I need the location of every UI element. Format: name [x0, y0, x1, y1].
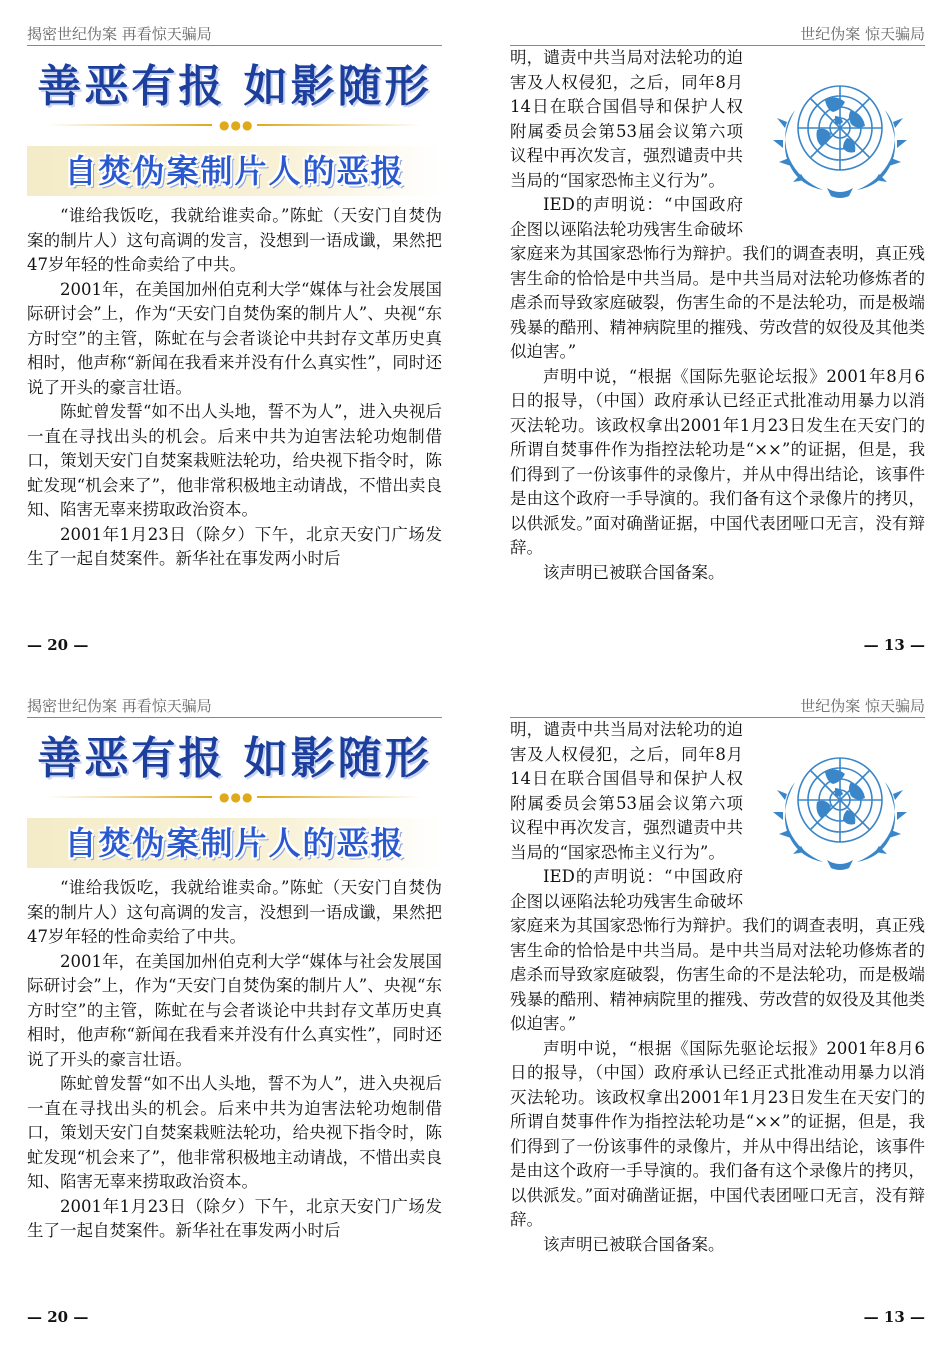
running-head-left: 揭密世纪伪案 再看惊天骗局 — [27, 696, 442, 718]
paragraph: “谁给我饭吃，我就给谁卖命。”陈虻（天安门自焚伪案的制片人）这句高调的发言，没想到一语成谶，果然把47岁年轻的性命卖给了中共。 — [27, 206, 442, 274]
ornament-line-right — [257, 124, 422, 126]
sub-title-banner — [27, 146, 442, 196]
left-body-text — [27, 204, 442, 624]
paragraph: 明，谴责中共当局对法轮功的迫害及人权侵犯，之后，同年8月14日在联合国倡导和保护人权附属委员会第53届会议第六项议程中再次发言，强烈谴责中共当局的“国家恐怖主义行为”。 — [510, 48, 743, 190]
paragraph: “谁给我饭吃，我就给谁卖命。”陈虻（天安门自焚伪案的制片人）这句高调的发言，没想到一语成谶，果然把47岁年轻的性命卖给了中共。 — [27, 878, 442, 946]
right-page — [510, 0, 925, 672]
main-title: 善恶有报 如影随形 — [37, 733, 432, 784]
paragraph: 该声明已被联合国备案。 — [543, 1234, 725, 1254]
right-page — [510, 672, 925, 1344]
spread-bottom — [0, 672, 950, 1344]
right-body-text — [510, 46, 925, 626]
sub-title-banner — [27, 818, 442, 868]
paragraph: 明，谴责中共当局对法轮功的迫害及人权侵犯，之后，同年8月14日在联合国倡导和保护人权附属委员会第53届会议第六项议程中再次发言，强烈谴责中共当局的“国家恐怖主义行为”。 — [510, 720, 743, 862]
paragraph: IED的声明说：“中国政府企图以诬陷法轮功残害生命破坏家庭来为其国家恐怖行为辩护。我们的调查表明，真正残害生命的恰恰是中共当局。是中共当局对法轮功修炼者的虐杀而导致家庭破裂，伤害生命的不是法轮功，而是极端残暴的酷刑、精神病院里的摧残、劳改营的奴役及其他类似迫害。” — [510, 867, 925, 1033]
ornament-line-right — [257, 796, 422, 798]
left-page — [27, 0, 442, 672]
page-number-left: — 20 — — [27, 1308, 89, 1326]
ornament-dots: ●●● — [219, 790, 254, 804]
page-number-left: — 20 — — [27, 636, 89, 654]
sub-title: 自焚伪案制片人的恶报 — [64, 152, 405, 190]
paragraph: 2001年1月23日（除夕）下午，北京天安门广场发生了一起自焚案件。新华社在事发两小时后 — [27, 1196, 442, 1240]
paragraph: 2001年，在美国加州伯克利大学“媒体与社会发展国际研讨会”上，作为“天安门自焚伪案的制片人”、央视“东方时空”的主管，陈虻在与会者谈论中共封存文革历史真相时，他声称“新闻在我看来并没有什么真实性”，同时还说了开头的豪言壮语。 — [27, 951, 442, 1069]
ornament-line-left — [47, 796, 212, 798]
paragraph: 2001年1月23日（除夕）下午，北京天安门广场发生了一起自焚案件。新华社在事发两小时后 — [27, 524, 442, 568]
running-head-right: 世纪伪案 惊天骗局 — [510, 24, 925, 46]
paragraph: 声明中说，“根据《国际先驱论坛报》2001年8月6日的报导，（中国）政府承认已经正式批准动用暴力以消灭法轮功。该政权拿出2001年1月23日发生在天安门的所谓自焚事件作为指控法轮功是“××”的证据，但是，我们得到了一份该事件的录像片，并从中得出结论，该事件是由这个政府一手导演的。我们备有这个录像片的拷贝，以供派发。”面对确凿证据，中国代表团哑口无言，没有辩辞。 — [510, 1038, 925, 1229]
left-page — [27, 672, 442, 1344]
ornament-divider — [47, 118, 422, 132]
running-head-left: 揭密世纪伪案 再看惊天骗局 — [27, 24, 442, 46]
ornament-line-left — [47, 124, 212, 126]
paragraph: IED的声明说：“中国政府企图以诬陷法轮功残害生命破坏家庭来为其国家恐怖行为辩护。我们的调查表明，真正残害生命的恰恰是中共当局。是中共当局对法轮功修炼者的虐杀而导致家庭破裂，伤害生命的不是法轮功，而是极端残暴的酷刑、精神病院里的摧残、劳改营的奴役及其他类似迫害。” — [510, 195, 925, 361]
ornament-dots: ●●● — [219, 118, 254, 132]
paragraph: 陈虻曾发誓“如不出人头地，誓不为人”，进入央视后一直在寻找出头的机会。后来中共为迫害法轮功炮制借口，策划天安门自焚案栽赃法轮功，给央视下指令时，陈虻发现“机会来了”，他非常积极地主动请战，不惜出卖良知、陷害无辜来捞取政治资本。 — [27, 402, 442, 519]
spread-top — [0, 0, 950, 672]
page-number-right: — 13 — — [863, 1308, 925, 1326]
running-head-right: 世纪伪案 惊天骗局 — [510, 696, 925, 718]
main-title: 善恶有报 如影随形 — [37, 61, 432, 112]
ornament-divider — [47, 790, 422, 804]
paragraph: 声明中说，“根据《国际先驱论坛报》2001年8月6日的报导，（中国）政府承认已经正式批准动用暴力以消灭法轮功。该政权拿出2001年1月23日发生在天安门的所谓自焚事件作为指控法轮功是“××”的证据，但是，我们得到了一份该事件的录像片，并从中得出结论，该事件是由这个政府一手导演的。我们备有这个录像片的拷贝，以供派发。”面对确凿证据，中国代表团哑口无言，没有辩辞。 — [510, 366, 925, 557]
paragraph: 陈虻曾发誓“如不出人头地，誓不为人”，进入央视后一直在寻找出头的机会。后来中共为迫害法轮功炮制借口，策划天安门自焚案栽赃法轮功，给央视下指令时，陈虻发现“机会来了”，他非常积极地主动请战，不惜出卖良知、陷害无辜来捞取政治资本。 — [27, 1074, 442, 1191]
right-body-text — [510, 718, 925, 1298]
paragraph: 该声明已被联合国备案。 — [543, 562, 725, 582]
page-number-right: — 13 — — [863, 636, 925, 654]
un-emblem-icon — [755, 50, 925, 220]
paragraph: 2001年，在美国加州伯克利大学“媒体与社会发展国际研讨会”上，作为“天安门自焚伪案的制片人”、央视“东方时空”的主管，陈虻在与会者谈论中共封存文革历史真相时，他声称“新闻在我看来并没有什么真实性”，同时还说了开头的豪言壮语。 — [27, 279, 442, 397]
left-body-text — [27, 876, 442, 1296]
un-emblem-icon — [755, 722, 925, 892]
sub-title: 自焚伪案制片人的恶报 — [64, 824, 405, 862]
